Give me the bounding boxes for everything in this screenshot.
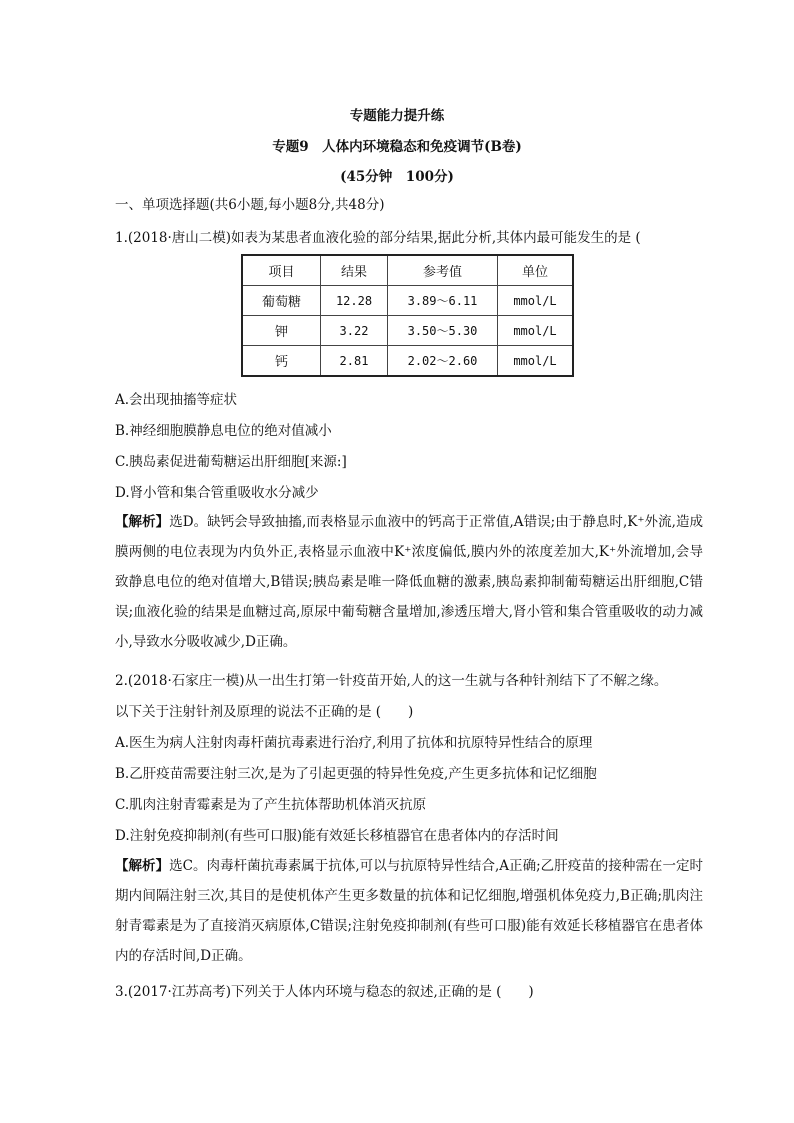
q1-stem: 1.(2018·唐山二模)如表为某患者血液化验的部分结果,据此分析,其体内最可能发生的是 ( — [115, 230, 641, 246]
table-cell: 2.02～2.60 — [388, 346, 498, 377]
table-cell: 葡萄糖 — [242, 286, 321, 316]
doc-subtitle: 专题9 人体内环境稳态和免疫调节(B卷) — [272, 139, 522, 155]
q2-analysis — [115, 851, 703, 971]
q2-option-a: A.医生为病人注射肉毒杆菌抗毒素进行治疗,利用了抗体和抗原特异性结合的原理 — [115, 735, 593, 751]
table-cell: mmol/L — [498, 286, 574, 316]
table-row — [242, 346, 573, 377]
q1-option-c: C.胰岛素促进葡萄糖运出肝细胞[来源:] — [115, 454, 347, 470]
q2-stem-line2: 以下关于注射针剂及原理的说法不正确的是 ( ) — [115, 704, 414, 720]
table-cell: mmol/L — [498, 316, 574, 346]
blood-test-table — [241, 254, 574, 377]
doc-title: 专题能力提升练 — [349, 108, 445, 124]
analysis-text: 选D。缺钙会导致抽搐,而表格显示血液中的钙高于正常值,A错误;由于静息时,K⁺外流,造成膜两侧的电位表现为内负外正,表格显示血液中K⁺浓度偏低,膜内外的浓度差加大,K⁺外流增加,会导致静息电位的绝对值增大,B错误;胰岛素是唯一降低血糖的激素,胰岛素抑制葡萄糖运出肝细胞,C错误;血液化验的结果是血糖过高,原尿中葡萄糖含量增加,渗透压增大,肾小管和集合管重吸收的动力减小,导致水分吸收减少,D正确。 — [115, 514, 704, 650]
section-heading: 一、单项选择题(共6小题,每小题8分,共48分) — [115, 197, 385, 213]
analysis-text: 选C。肉毒杆菌抗毒素属于抗体,可以与抗原特异性结合,A正确;乙肝疫苗的接种需在一定时期内间隔注射三次,其目的是使机体产生更多数量的抗体和记忆细胞,增强机体免疫力,B正确;肌肉注射青霉素是为了直接消灭病原体,C错误;注射免疫抑制剂(有些可口服)能有效延长移植器官在患者体内的存活时间,D正确。 — [115, 858, 703, 964]
table-cell: 钙 — [242, 346, 321, 377]
q1-option-d: D.肾小管和集合管重吸收水分减少 — [115, 485, 319, 501]
q2-option-d: D.注射免疫抑制剂(有些可口服)能有效延长移植器官在患者体内的存活时间 — [115, 828, 559, 844]
table-header-cell: 单位 — [498, 255, 574, 286]
q1-option-a: A.会出现抽搐等症状 — [115, 392, 238, 408]
table-cell: 3.22 — [321, 316, 388, 346]
q1-analysis — [115, 507, 703, 657]
table-header-row — [242, 255, 573, 286]
table-header-cell: 结果 — [321, 255, 388, 286]
table-cell: mmol/L — [498, 346, 574, 377]
q3-stem: 3.(2017·江苏高考)下列关于人体内环境与稳态的叙述,正确的是 ( ) — [115, 984, 534, 1000]
table-header-cell: 参考值 — [388, 255, 498, 286]
q2-stem-line1: 2.(2018·石家庄一模)从一出生打第一针疫苗开始,人的这一生就与各种针剂结下了不解之缘。 — [115, 673, 668, 689]
analysis-label: 【解析】 — [115, 514, 170, 530]
table-cell: 3.50～5.30 — [388, 316, 498, 346]
table-header-cell: 项目 — [242, 255, 321, 286]
q2-option-b: B.乙肝疫苗需要注射三次,是为了引起更强的特异性免疫,产生更多抗体和记忆细胞 — [115, 766, 597, 782]
table-row — [242, 316, 573, 346]
q1-option-b: B.神经细胞膜静息电位的绝对值减小 — [115, 423, 332, 439]
time-score: (45分钟 100分) — [340, 169, 454, 185]
q2-option-c: C.肌肉注射青霉素是为了产生抗体帮助机体消灭抗原 — [115, 797, 427, 813]
analysis-label: 【解析】 — [115, 858, 170, 874]
table-cell: 3.89～6.11 — [388, 286, 498, 316]
table-cell: 钾 — [242, 316, 321, 346]
table-row — [242, 286, 573, 316]
table-cell: 2.81 — [321, 346, 388, 377]
table-cell: 12.28 — [321, 286, 388, 316]
